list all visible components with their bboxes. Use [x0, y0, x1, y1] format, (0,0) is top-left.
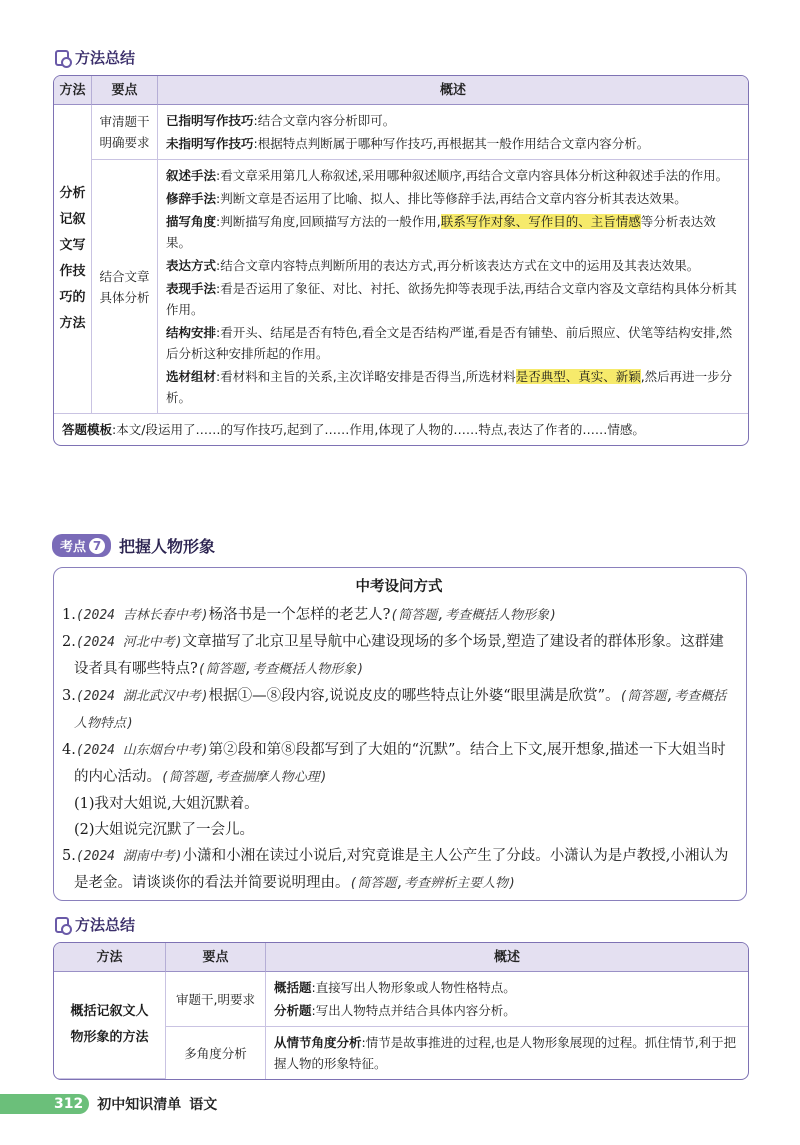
question-item: [62, 737, 736, 791]
table-row: [54, 972, 748, 1027]
question-item: [62, 602, 736, 629]
question-body: 第②段和第⑧段都写到了大姐的“沉默”。结合上下文,展开想象,描述一下大姐当时的内心活动。: [74, 742, 726, 785]
method-cell: [54, 972, 166, 1079]
key-cell: 结合文章具体分析: [92, 160, 158, 414]
kaodian-title: 把握人物形象: [119, 537, 216, 556]
question-body: 文章描写了北京卫星导航中心建设现场的多个场景,塑造了建设者的群体形象。这群建设者具有哪些特点?: [74, 634, 724, 677]
highlight-text: 联系写作对象、写作目的、主旨情感: [440, 214, 641, 229]
table-row: [54, 160, 748, 414]
desc-line: [166, 211, 740, 253]
desc-text: :判断描写角度,回顾描写方法的一般作用,: [216, 214, 441, 229]
template-cell: [54, 414, 748, 445]
template-text: :本文/段运用了……的写作技巧,起到了……作用,体现了人物的……特点,表达了作者的……情感。: [112, 422, 645, 437]
kaodian-heading: [52, 534, 215, 557]
kaodian-badge: [52, 534, 111, 557]
question-note: (简答题,考查概括人物形象): [197, 662, 365, 677]
desc-label: 分析题: [274, 1003, 312, 1018]
desc-line: [274, 1032, 740, 1074]
method-text: 分析记叙文写作技巧的方法: [59, 186, 86, 331]
desc-text: :判断文章是否运用了比喻、拟人、排比等修辞手法,再结合文章内容分析其表达效果。: [216, 191, 687, 206]
template-label: 答题模板: [62, 422, 113, 437]
desc-label: 结构安排: [166, 325, 217, 340]
highlight-text: 是否典型、真实、新颖: [515, 369, 641, 384]
template-row: [54, 414, 748, 445]
question-note: (简答题,考查辨析主要人物): [349, 876, 516, 891]
question-number: 2.: [62, 634, 76, 650]
col-header-desc: 概述: [158, 76, 748, 105]
desc-line: [274, 977, 740, 998]
desc-text: :看材料和主旨的关系,主次详略安排是否得当,所选材料: [216, 369, 516, 384]
desc-label: 从情节角度分析: [274, 1035, 362, 1050]
question-item: [62, 683, 736, 737]
kaodian-number: 7: [89, 538, 105, 554]
question-number: 1.: [62, 607, 76, 623]
page-number: 312: [0, 1094, 89, 1114]
key-cell: 多角度分析: [166, 1027, 266, 1079]
character-image-table: [53, 942, 749, 1080]
desc-label: 未指明写作技巧: [166, 136, 254, 151]
question-source: (2024 吉林长春中考): [75, 608, 209, 623]
desc-cell: [158, 160, 748, 414]
section-heading: [55, 914, 135, 935]
desc-line: [166, 188, 740, 209]
desc-line: [274, 1000, 740, 1021]
question-source: (2024 河北中考): [75, 635, 183, 650]
question-number: 3.: [62, 688, 76, 704]
desc-text: :看是否运用了象征、对比、衬托、欲扬先抑等表现手法,再结合文章内容及文章结构具体分析其作用。: [166, 281, 737, 317]
section-heading-text: 方法总结: [75, 916, 136, 934]
sub-item: (1)我对大姐说,大姐沉默着。: [74, 796, 259, 812]
desc-text: :看文章采用第几人称叙述,采用哪种叙述顺序,再结合文章内容具体分析这种叙述手法的作用。: [216, 168, 729, 183]
desc-label: 叙述手法: [166, 168, 217, 183]
question-item: [62, 843, 736, 897]
table-header-row: [54, 76, 748, 105]
desc-label: 表达方式: [166, 258, 217, 273]
page-footer: [0, 1094, 217, 1114]
desc-label: 已指明写作技巧: [166, 113, 254, 128]
desc-text: :结合文章内容特点判断所用的表达方式,再分析该表达方式在文中的运用及其表达效果。: [216, 258, 700, 273]
key-cell: 审清题干明确要求: [92, 105, 158, 160]
desc-line: [166, 255, 740, 276]
method-text: 概括记叙文人物形象的方法: [70, 1004, 149, 1045]
desc-label: 表现手法: [166, 281, 217, 296]
question-item: [62, 629, 736, 683]
desc-text: :直接写出人物形象或人物性格特点。: [311, 980, 516, 995]
subject-name: 语文: [189, 1097, 218, 1113]
question-note: (简答题,考查概括人物形象): [390, 608, 557, 623]
question-source: (2024 湖南中考): [75, 849, 183, 864]
col-header-key: 要点: [92, 76, 158, 105]
section-heading: [55, 47, 135, 68]
question-note: (简答题,考查揣摩人物心理): [161, 770, 328, 785]
desc-label: 修辞手法: [166, 191, 217, 206]
question-number: 5.: [62, 848, 76, 864]
col-header-method: 方法: [54, 76, 92, 105]
method-summary-icon: [55, 50, 69, 66]
question-source: (2024 湖北武汉中考): [75, 689, 209, 704]
questions-title: 中考设问方式: [355, 579, 443, 595]
question-body: 小潇和小湘在读过小说后,对究竟谁是主人公产生了分歧。小潇认为是卢教授,小湘认为是老金。请谈谈你的看法并简要说明理由。: [74, 848, 729, 891]
writing-techniques-table: [53, 75, 749, 446]
desc-label: 描写角度: [166, 214, 217, 229]
table-header-row: [54, 943, 748, 972]
sub-item: (2)大姐说完沉默了一会儿。: [74, 822, 255, 838]
desc-cell: [158, 105, 748, 160]
key-cell: 审题干,明要求: [166, 972, 266, 1027]
section-heading-text: 方法总结: [75, 49, 136, 67]
desc-text: ,然后再进一步分析。: [166, 369, 733, 405]
question-number: 4.: [62, 742, 76, 758]
desc-text: 等分析表达效果。: [166, 214, 716, 250]
desc-text: :情节是故事推进的过程,也是人物形象展现的过程。抓住情节,利于把握人物的形象特征。: [274, 1035, 737, 1071]
desc-text: :根据特点判断属于哪种写作技巧,再根据其一般作用结合文章内容分析。: [253, 136, 650, 151]
desc-text: :看开头、结尾是否有特色,看全文是否结构严谨,看是否有铺垫、前后照应、伏笔等结构安排,然后分析这种安排所起的作用。: [166, 325, 733, 361]
desc-line: [166, 110, 740, 131]
col-header-desc: 概述: [266, 943, 748, 972]
desc-line: [166, 366, 740, 408]
question-source: (2024 山东烟台中考): [75, 743, 209, 758]
question-body: 根据①—⑧段内容,说说皮皮的哪些特点让外婆“眼里满是欣赏”。: [208, 688, 620, 704]
desc-line: [166, 133, 740, 154]
desc-text: :写出人物特点并结合具体内容分析。: [311, 1003, 516, 1018]
table-row: [54, 105, 748, 160]
desc-cell: [266, 1027, 748, 1079]
question-note: (简答题,考查概括人物特点): [74, 689, 727, 731]
col-header-key: 要点: [166, 943, 266, 972]
desc-cell: [266, 972, 748, 1027]
desc-line: [166, 322, 740, 364]
book-title: 初中知识清单: [97, 1097, 182, 1113]
question-body: 杨洛书是一个怎样的老艺人?: [208, 607, 391, 623]
col-header-method: 方法: [54, 943, 166, 972]
desc-line: [166, 278, 740, 320]
method-summary-icon: [55, 917, 69, 933]
questions-box: [53, 567, 747, 901]
desc-text: :结合文章内容分析即可。: [253, 113, 396, 128]
desc-line: [166, 165, 740, 186]
desc-label: 概括题: [274, 980, 312, 995]
kaodian-badge-text: 考点: [60, 540, 87, 555]
method-cell: [54, 105, 92, 414]
desc-label: 选材组材: [166, 369, 217, 384]
